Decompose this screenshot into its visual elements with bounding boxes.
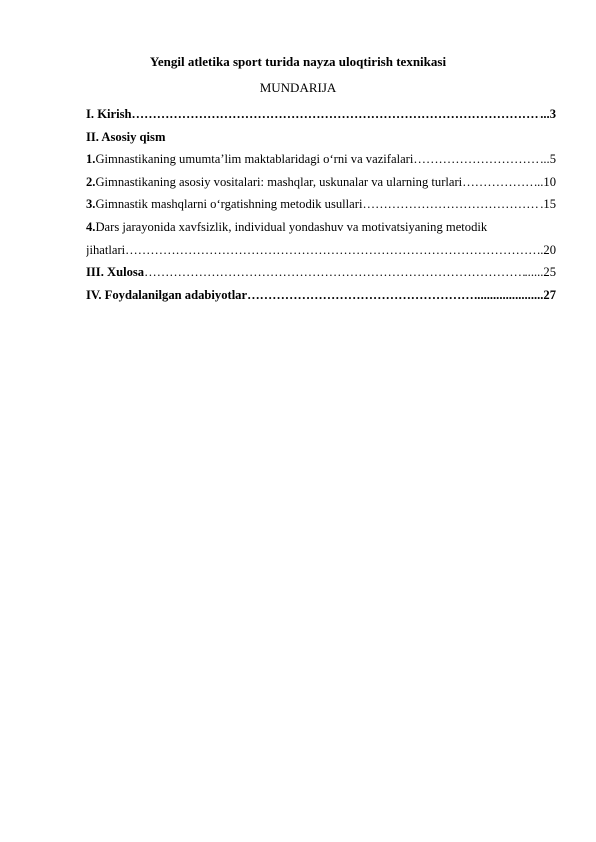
page-number: ......25 (524, 265, 556, 280)
toc-entry-references: IV. Foydalanilgan adabiyotlar ……………………………………………………………………………………………………………………………………………… ......................27 (86, 284, 556, 307)
toc-entry-item3: 3.Gimnastik mashqlarni o‘rgatishning metodik usullari ……………………………………………………………………………………………………………………………………………… .15 (86, 193, 556, 216)
dot-leader (125, 239, 540, 262)
page-number: .20 (540, 242, 556, 257)
toc-entry-item2: 2.Gimnastikaning asosiy vositalari: mashqlar, uskunalar va ularning turlari ……………………………………………………………………………………………………………………………………………… ..10 (86, 171, 556, 194)
page-number: ..10 (537, 174, 556, 189)
table-of-contents (86, 103, 556, 306)
toc-entry-item1: 1.Gimnastikaning umumta’lim maktablaridagi o‘rni va vazifalari ……………………………………………………………………………………………………………………………………………… ...5 (86, 148, 556, 171)
toc-heading: MUNDARIJA (259, 80, 337, 95)
dot-leader (132, 103, 541, 126)
document-title: Yengil atletika sport turida nayza uloqtirish texnikasi (149, 54, 447, 69)
toc-entry-item4: 4.Dars jarayonida xavfsizlik, individual yondashuv va motivatsiyaning metodik (86, 219, 488, 234)
page-number: .15 (540, 197, 556, 212)
dot-leader (247, 284, 474, 307)
page-number: ...3 (540, 107, 556, 121)
dot-leader (413, 148, 540, 171)
dot-leader (462, 171, 537, 194)
toc-entry-conclusion: III. Xulosa ……………………………………………………………………………………………………………………………………………… ......25 (86, 261, 556, 284)
page-number: ......................27 (474, 287, 556, 302)
dot-leader (144, 261, 524, 284)
toc-entry-item4-cont: jihatlari ……………………………………………………………………………………………………………………………………………… .20 (86, 239, 556, 262)
page-number: ...5 (540, 152, 556, 167)
toc-entry-intro: I. Kirish ……………………………………………………………………………………………………………………………………………… ...3 (86, 103, 556, 126)
dot-leader (362, 193, 540, 216)
toc-entry-main: II. Asosiy qism (86, 129, 166, 144)
